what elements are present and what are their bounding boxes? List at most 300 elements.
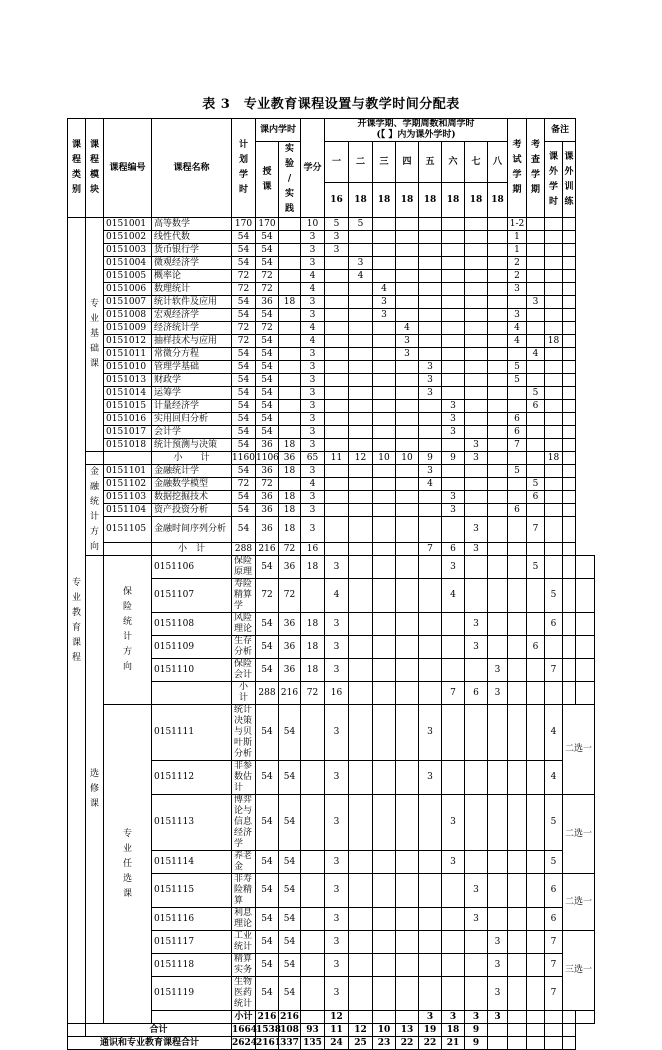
cell-semester bbox=[488, 309, 508, 322]
course-code: 0151018 bbox=[104, 439, 152, 452]
cell-semester bbox=[488, 374, 508, 387]
cell-lec: 72 bbox=[256, 283, 279, 296]
cell-semester bbox=[396, 795, 419, 851]
table-row bbox=[68, 335, 595, 348]
course-code: 0151116 bbox=[152, 908, 232, 931]
header-remarks: 备注 bbox=[545, 119, 576, 142]
course-code: 0151005 bbox=[104, 270, 152, 283]
cell-semester bbox=[349, 283, 373, 296]
subtotal-row bbox=[68, 543, 595, 556]
cell-extra-training bbox=[576, 579, 595, 613]
cell-semester bbox=[349, 296, 373, 309]
cell-lab: 18 bbox=[279, 439, 301, 452]
cell-semester: 3 bbox=[419, 465, 442, 478]
cell-semester bbox=[442, 874, 465, 908]
course-name: 生物医药统计 bbox=[232, 977, 256, 1011]
header-semester: 七 bbox=[465, 142, 488, 183]
cell-lec: 54 bbox=[279, 851, 301, 874]
cell-semester: 3 bbox=[465, 636, 488, 659]
cell-semester bbox=[325, 543, 349, 556]
module-label-basic: 专 业 基 础 课 bbox=[86, 218, 104, 452]
cell-semester bbox=[419, 244, 442, 257]
course-code: 0151003 bbox=[104, 244, 152, 257]
table-row bbox=[68, 517, 595, 543]
cell-semester bbox=[396, 309, 419, 322]
cell-lab bbox=[279, 244, 301, 257]
cell-semester: 24 bbox=[325, 1037, 349, 1050]
course-code: 0151011 bbox=[104, 348, 152, 361]
cell-plan: 54 bbox=[232, 348, 256, 361]
cell-extra-training bbox=[563, 270, 576, 283]
cell-check bbox=[527, 413, 545, 426]
cell-semester bbox=[465, 270, 488, 283]
cell-semester bbox=[325, 335, 349, 348]
cell-lab bbox=[301, 931, 325, 954]
cell-lab: 18 bbox=[301, 556, 325, 579]
cell-extra-training bbox=[563, 335, 576, 348]
cell-semester bbox=[419, 977, 442, 1011]
course-name: 金融时间序列分析 bbox=[152, 517, 232, 543]
cell-extra-hours bbox=[545, 322, 563, 335]
cell-semester bbox=[349, 851, 373, 874]
course-name: 数理统计 bbox=[152, 283, 232, 296]
cell-check bbox=[527, 231, 545, 244]
cell-semester bbox=[325, 478, 349, 491]
cell-exam: 5 bbox=[508, 374, 527, 387]
cell-semester bbox=[419, 613, 442, 636]
cell-exam: 1-2 bbox=[508, 218, 527, 231]
cell-semester: 9 bbox=[465, 1037, 488, 1050]
cell-extra-hours bbox=[563, 659, 576, 682]
cell-credit: 16 bbox=[301, 543, 325, 556]
cell-semester bbox=[419, 400, 442, 413]
cell-semester bbox=[373, 579, 396, 613]
header-module: 课 程 模 块 bbox=[86, 119, 104, 218]
cell-extra-hours bbox=[545, 400, 563, 413]
header-weeks: 18 bbox=[465, 183, 488, 218]
cell-plan: 54 bbox=[256, 874, 279, 908]
cell-semester: 3 bbox=[396, 335, 419, 348]
cell-semester: 3 bbox=[442, 795, 465, 851]
cell-extra-training bbox=[563, 283, 576, 296]
cell-plan: 54 bbox=[256, 659, 279, 682]
cell-semester bbox=[419, 231, 442, 244]
cell-check bbox=[527, 504, 545, 517]
cell-exam: 7 bbox=[508, 439, 527, 452]
cell-extra-training bbox=[563, 517, 576, 543]
cell-t bbox=[563, 452, 576, 465]
cell-credit: 3 bbox=[301, 348, 325, 361]
cell-semester bbox=[419, 413, 442, 426]
elective-note: 二选一 bbox=[563, 874, 595, 931]
cell-credit: 3 bbox=[301, 361, 325, 374]
cell-credit: 3 bbox=[325, 705, 349, 761]
cell-semester bbox=[349, 465, 373, 478]
course-code: 0151002 bbox=[104, 231, 152, 244]
cell-semester bbox=[465, 413, 488, 426]
table-row bbox=[68, 439, 595, 452]
cell-check: 3 bbox=[527, 296, 545, 309]
cell-exam bbox=[527, 682, 545, 705]
cell-credit: 3 bbox=[325, 977, 349, 1011]
cell-lab bbox=[301, 954, 325, 977]
cell-check bbox=[527, 257, 545, 270]
cell-check: 7 bbox=[545, 931, 563, 954]
cell-semester bbox=[488, 283, 508, 296]
cell-plan: 54 bbox=[232, 413, 256, 426]
header-in-class: 课内学时 bbox=[256, 119, 301, 142]
cell-semester bbox=[349, 322, 373, 335]
cell-lab bbox=[301, 851, 325, 874]
cell-check: 4 bbox=[545, 761, 563, 795]
header-name: 课程名称 bbox=[152, 119, 232, 218]
cell-semester bbox=[349, 413, 373, 426]
cell-semester bbox=[373, 361, 396, 374]
cell-semester: 5 bbox=[349, 218, 373, 231]
cell-extra-training bbox=[576, 556, 595, 579]
semester-group-title: 开课学期、学期周数和周学时 bbox=[357, 119, 475, 129]
cell-semester bbox=[396, 682, 419, 705]
subtotal-label: 通识和专业教育课程合计 bbox=[68, 1037, 232, 1050]
cell-semester bbox=[465, 556, 488, 579]
cell-semester: 23 bbox=[373, 1037, 396, 1050]
cell-plan: 170 bbox=[232, 218, 256, 231]
cell-plan: 216 bbox=[256, 1011, 279, 1024]
cell-plan: 54 bbox=[232, 465, 256, 478]
cell-extra-hours bbox=[545, 439, 563, 452]
cell-semester bbox=[442, 361, 465, 374]
table-row bbox=[68, 361, 595, 374]
cell-exam bbox=[527, 659, 545, 682]
module-label-elective: 选 修 课 bbox=[86, 556, 104, 1024]
cell-lec: 54 bbox=[256, 309, 279, 322]
cell-extra-training bbox=[563, 309, 576, 322]
cell-semester bbox=[508, 659, 527, 682]
cell-semester: 3 bbox=[442, 1011, 465, 1024]
course-code: 0151010 bbox=[104, 361, 152, 374]
cell-credit: 3 bbox=[301, 309, 325, 322]
course-code: 0151106 bbox=[152, 556, 232, 579]
header-weeks: 18 bbox=[419, 183, 442, 218]
course-code: 0151004 bbox=[104, 257, 152, 270]
course-name: 非寿险精算 bbox=[232, 874, 256, 908]
cell-semester bbox=[373, 795, 396, 851]
cell-semester: 10 bbox=[373, 452, 396, 465]
course-name: 利息理论 bbox=[232, 908, 256, 931]
cell-lec: 36 bbox=[279, 636, 301, 659]
cell-semester bbox=[349, 400, 373, 413]
cell-credit: 4 bbox=[301, 270, 325, 283]
cell-semester bbox=[442, 636, 465, 659]
cell-lec: 54 bbox=[256, 400, 279, 413]
cell-extra-hours bbox=[563, 613, 576, 636]
cell-check bbox=[545, 682, 563, 705]
cell-semester bbox=[373, 244, 396, 257]
cell-exam: 5 bbox=[508, 361, 527, 374]
cell-semester bbox=[349, 908, 373, 931]
cell-lec: 54 bbox=[256, 413, 279, 426]
cell-exam: 6 bbox=[508, 413, 527, 426]
cell-exam: 5 bbox=[527, 556, 545, 579]
cell-plan: 54 bbox=[232, 426, 256, 439]
cell-semester: 3 bbox=[419, 374, 442, 387]
cell-exam: 2 bbox=[508, 270, 527, 283]
course-name: 管理学基础 bbox=[152, 361, 232, 374]
cell-semester bbox=[349, 504, 373, 517]
cell-semester: 21 bbox=[442, 1037, 465, 1050]
cell-semester bbox=[465, 579, 488, 613]
cell-semester bbox=[349, 1011, 373, 1024]
cell-semester: 3 bbox=[442, 426, 465, 439]
cell-lab bbox=[279, 270, 301, 283]
cell-semester bbox=[325, 387, 349, 400]
cell-empty bbox=[86, 452, 104, 465]
cell-credit: 3 bbox=[325, 795, 349, 851]
cell-extra-hours bbox=[563, 636, 576, 659]
cell-semester bbox=[373, 1011, 396, 1024]
cell-semester bbox=[419, 659, 442, 682]
cell-semester bbox=[349, 579, 373, 613]
cell-lec: 36 bbox=[256, 465, 279, 478]
cell-lec: 54 bbox=[256, 335, 279, 348]
cell-check: 6 bbox=[527, 491, 545, 504]
header-exam: 考 试 学 期 bbox=[508, 119, 527, 218]
course-name: 运筹学 bbox=[152, 387, 232, 400]
cell-credit: 93 bbox=[301, 1024, 325, 1037]
cell-check bbox=[527, 426, 545, 439]
table-row bbox=[68, 309, 595, 322]
header-semester: 八 bbox=[488, 142, 508, 183]
cell-semester: 9 bbox=[442, 452, 465, 465]
cell-semester bbox=[442, 613, 465, 636]
course-code: 0151014 bbox=[104, 387, 152, 400]
cell-exam bbox=[527, 579, 545, 613]
cell-semester bbox=[396, 908, 419, 931]
course-name: 经济统计学 bbox=[152, 322, 232, 335]
cell-credit: 3 bbox=[325, 556, 349, 579]
cell-semester bbox=[488, 1037, 508, 1050]
cell-semester bbox=[396, 231, 419, 244]
cell-semester bbox=[396, 579, 419, 613]
cell-semester: 13 bbox=[396, 1024, 419, 1037]
cell-credit: 3 bbox=[301, 504, 325, 517]
cell-lab bbox=[279, 322, 301, 335]
cell-plan: 72 bbox=[232, 322, 256, 335]
cell-plan: 2624 bbox=[232, 1037, 258, 1048]
cell-semester bbox=[349, 231, 373, 244]
subtotal-row bbox=[68, 452, 595, 465]
cell-semester bbox=[396, 270, 419, 283]
header-weeks: 16 bbox=[325, 183, 349, 218]
cell-semester: 6 bbox=[465, 682, 488, 705]
cell-semester: 22 bbox=[396, 1037, 419, 1050]
cell-semester bbox=[488, 452, 508, 465]
cell-check bbox=[527, 218, 545, 231]
cell-credit: 3 bbox=[325, 659, 349, 682]
cell-semester bbox=[373, 543, 396, 556]
table-row bbox=[68, 400, 595, 413]
header-lecture: 授 课 bbox=[256, 142, 279, 218]
course-code: 0151107 bbox=[152, 579, 232, 613]
cell-semester: 3 bbox=[419, 705, 442, 761]
cell-semester: 4 bbox=[442, 579, 465, 613]
cell-lab bbox=[301, 579, 325, 613]
cell-exam bbox=[527, 705, 545, 761]
subtotal-label: 小 计 bbox=[152, 543, 232, 556]
cell-semester: 3 bbox=[488, 977, 508, 1011]
direction-free: 专 业 任 选 课 bbox=[104, 705, 152, 1024]
cell-lab bbox=[301, 874, 325, 908]
course-name: 微观经济学 bbox=[152, 257, 232, 270]
elective-note: 二选一 bbox=[563, 705, 595, 795]
cell-semester bbox=[373, 761, 396, 795]
cell-semester: 3 bbox=[396, 348, 419, 361]
cell-semester bbox=[465, 322, 488, 335]
course-name: 线性代数 bbox=[152, 231, 232, 244]
cell-extra-hours bbox=[545, 413, 563, 426]
cell-semester bbox=[465, 296, 488, 309]
elective-note: 三选一 bbox=[563, 931, 595, 1011]
cell-plan: 54 bbox=[232, 309, 256, 322]
cell-empty bbox=[508, 1024, 527, 1037]
table-row bbox=[68, 387, 595, 400]
cell-lab bbox=[279, 374, 301, 387]
cell-lec: 54 bbox=[256, 361, 279, 374]
cell-semester bbox=[465, 400, 488, 413]
cell-semester bbox=[419, 283, 442, 296]
cell-plan: 288 bbox=[232, 543, 256, 556]
course-name: 金融数学模型 bbox=[152, 478, 232, 491]
cell-lec: 54 bbox=[256, 231, 279, 244]
cell-lab: 18 bbox=[279, 517, 301, 543]
cell-semester bbox=[465, 491, 488, 504]
cell-extra-training bbox=[563, 231, 576, 244]
cell-semester bbox=[488, 361, 508, 374]
cell-lab: 18 bbox=[301, 659, 325, 682]
header-extra-training: 课 外 训 练 bbox=[563, 142, 576, 218]
cell-semester bbox=[488, 335, 508, 348]
cell-semester: 10 bbox=[396, 452, 419, 465]
cell-semester bbox=[442, 244, 465, 257]
table-row bbox=[68, 556, 595, 579]
cell-semester bbox=[442, 478, 465, 491]
cell-semester bbox=[488, 296, 508, 309]
cell-lec: 36 bbox=[279, 556, 301, 579]
cell-semester bbox=[373, 504, 396, 517]
cell-semester bbox=[465, 931, 488, 954]
cell-semester bbox=[488, 478, 508, 491]
cell-semester bbox=[373, 705, 396, 761]
cell-extra-training bbox=[563, 413, 576, 426]
cell-extra-training bbox=[563, 348, 576, 361]
cell-credit: 3 bbox=[325, 761, 349, 795]
cell-semester bbox=[373, 478, 396, 491]
cell-semester bbox=[325, 361, 349, 374]
course-name: 工业统计 bbox=[232, 931, 256, 954]
cell-semester bbox=[508, 954, 527, 977]
cell-semester bbox=[465, 465, 488, 478]
cell-semester bbox=[419, 335, 442, 348]
cell-lec: 36 bbox=[279, 659, 301, 682]
cell-semester bbox=[488, 439, 508, 452]
cell-semester bbox=[488, 504, 508, 517]
cell-extra-hours bbox=[545, 387, 563, 400]
cell-check bbox=[527, 322, 545, 335]
cell-credit: 3 bbox=[301, 465, 325, 478]
course-name: 养老金 bbox=[232, 851, 256, 874]
cell-lab bbox=[279, 309, 301, 322]
cell-exam bbox=[527, 874, 545, 908]
cell-semester bbox=[396, 296, 419, 309]
cell-semester bbox=[419, 270, 442, 283]
header-semester: 一 bbox=[325, 142, 349, 183]
cell-semester bbox=[465, 705, 488, 761]
cell-check: 5 bbox=[545, 795, 563, 851]
cell-lec: 54 bbox=[279, 705, 301, 761]
course-name: 资产投资分析 bbox=[152, 504, 232, 517]
cell-t bbox=[563, 543, 576, 556]
cell-semester bbox=[419, 218, 442, 231]
subtotal-label: 合计 bbox=[86, 1024, 232, 1037]
cell-semester bbox=[373, 439, 396, 452]
cell-lec: 54 bbox=[256, 257, 279, 270]
cell-plan: 54 bbox=[256, 556, 279, 579]
cell-empty bbox=[104, 452, 152, 465]
cell-semester bbox=[442, 309, 465, 322]
cell-plan: 54 bbox=[256, 977, 279, 1011]
cell-semester: 3 bbox=[442, 491, 465, 504]
cell-lab: 18 bbox=[279, 491, 301, 504]
header-semester: 二 bbox=[349, 142, 373, 183]
cell-check bbox=[527, 543, 545, 556]
cell-extra-training bbox=[563, 374, 576, 387]
subtotal-label: 小 计 bbox=[232, 682, 256, 705]
cell-semester bbox=[325, 400, 349, 413]
cell-plan: 54 bbox=[232, 361, 256, 374]
cell-semester bbox=[373, 851, 396, 874]
cell-plan: 54 bbox=[256, 636, 279, 659]
cell-semester bbox=[349, 977, 373, 1011]
course-code: 0151103 bbox=[104, 491, 152, 504]
cell-semester: 3 bbox=[488, 1011, 508, 1024]
cell-semester: 10 bbox=[373, 1024, 396, 1037]
course-name: 博弈论与信息经济学 bbox=[232, 795, 256, 851]
cell-lec: 54 bbox=[279, 874, 301, 908]
cell-semester bbox=[488, 465, 508, 478]
cell-check bbox=[527, 439, 545, 452]
cell-semester: 4 bbox=[396, 322, 419, 335]
cell-semester bbox=[396, 931, 419, 954]
table-row bbox=[68, 257, 595, 270]
header-credit: 学分 bbox=[301, 119, 325, 218]
cell-extra-training bbox=[563, 426, 576, 439]
subtotal-label: 小 计 bbox=[152, 452, 232, 465]
cell-extra-hours bbox=[545, 283, 563, 296]
cell-exam bbox=[527, 851, 545, 874]
cell-semester bbox=[349, 543, 373, 556]
cell-semester bbox=[508, 1011, 527, 1024]
course-code: 0151112 bbox=[152, 761, 232, 795]
header-plan-hours: 计 划 学 时 bbox=[232, 119, 256, 218]
course-code: 0151001 bbox=[104, 218, 152, 231]
course-name: 宏观经济学 bbox=[152, 309, 232, 322]
cell-semester: 3 bbox=[465, 613, 488, 636]
cell-lab: 18 bbox=[279, 504, 301, 517]
cell-extra-hours bbox=[545, 309, 563, 322]
cell-empty bbox=[563, 1037, 576, 1050]
cell-check bbox=[545, 636, 563, 659]
cell-lab: 18 bbox=[279, 296, 301, 309]
